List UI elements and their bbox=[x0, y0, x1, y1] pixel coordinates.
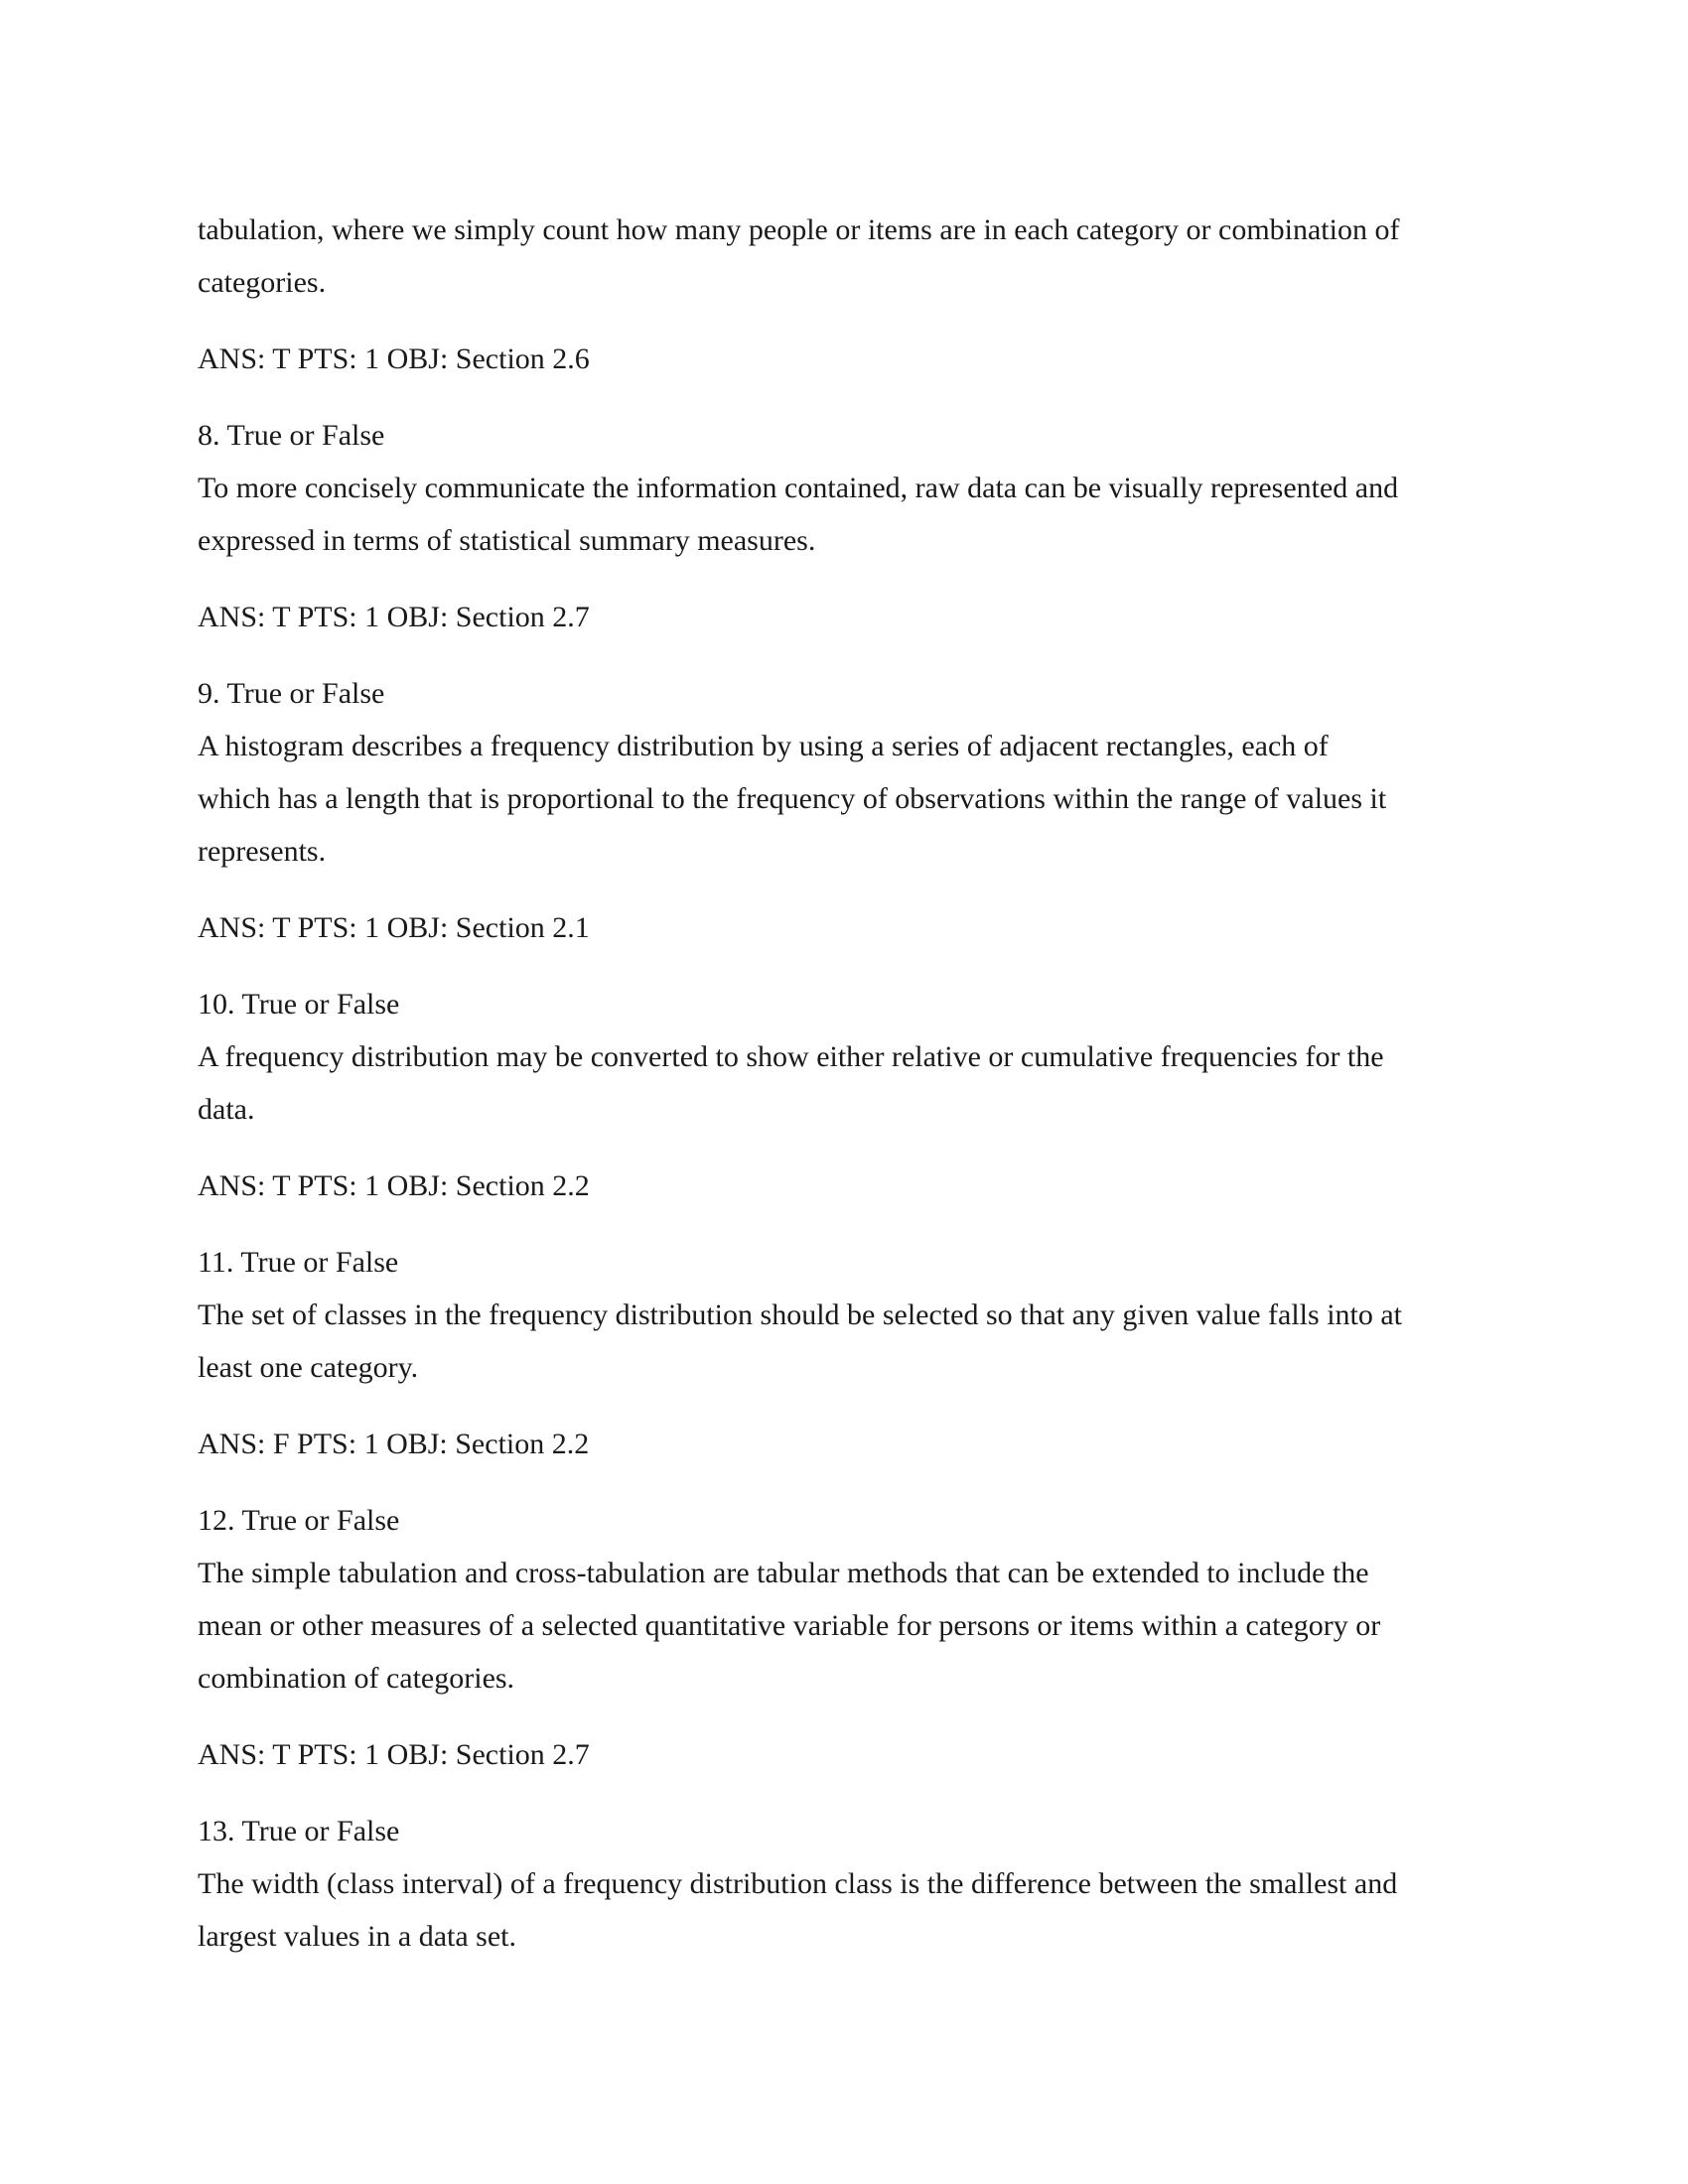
question-text-line: combination of categories. bbox=[198, 1662, 515, 1695]
answer-line: ANS: T PTS: 1 OBJ: Section 2.7 bbox=[198, 1738, 590, 1771]
question-text-line: categories. bbox=[198, 266, 327, 299]
question-text-line: The set of classes in the frequency distribution should be selected so that any given value falls into at bbox=[198, 1298, 1403, 1331]
question-11 bbox=[198, 1236, 1508, 1394]
question-text-line: The width (class interval) of a frequency distribution class is the difference between the smallest and bbox=[198, 1867, 1398, 1900]
document-page bbox=[198, 204, 1508, 1986]
question-text-line: A frequency distribution may be converted to show either relative or cumulative frequencies for the bbox=[198, 1040, 1384, 1073]
question-title: 12. True or False bbox=[198, 1504, 400, 1537]
question-title: 9. True or False bbox=[198, 677, 385, 710]
question-text-line: least one category. bbox=[198, 1351, 419, 1384]
question-text-line: largest values in a data set. bbox=[198, 1920, 517, 1953]
question-text-line: which has a length that is proportional to the frequency of observations within the range of values it bbox=[198, 782, 1387, 815]
question-text-line: represents. bbox=[198, 835, 327, 868]
question-title: 13. True or False bbox=[198, 1815, 400, 1847]
question-text-line: To more concisely communicate the information contained, raw data can be visually represented and bbox=[198, 472, 1399, 504]
question-text-line: data. bbox=[198, 1093, 255, 1126]
question-title: 10. True or False bbox=[198, 988, 400, 1021]
answer-line: ANS: T PTS: 1 OBJ: Section 2.1 bbox=[198, 911, 590, 944]
question-8 bbox=[198, 409, 1508, 567]
question-title: 11. True or False bbox=[198, 1246, 399, 1279]
question-text-line: A histogram describes a frequency distribution by using a series of adjacent rectangles, each of bbox=[198, 730, 1329, 762]
question-text-line: expressed in terms of statistical summary measures. bbox=[198, 524, 816, 557]
question-text-line: mean or other measures of a selected quantitative variable for persons or items within a category or bbox=[198, 1609, 1381, 1642]
answer-line: ANS: F PTS: 1 OBJ: Section 2.2 bbox=[198, 1428, 590, 1460]
question-12 bbox=[198, 1494, 1508, 1705]
question-continuation bbox=[198, 204, 1508, 309]
answer-line: ANS: T PTS: 1 OBJ: Section 2.2 bbox=[198, 1169, 590, 1202]
question-text-line: tabulation, where we simply count how many people or items are in each category or combination of bbox=[198, 213, 1400, 246]
answer-line: ANS: T PTS: 1 OBJ: Section 2.7 bbox=[198, 601, 590, 633]
question-text-line: The simple tabulation and cross-tabulation are tabular methods that can be extended to include the bbox=[198, 1557, 1369, 1589]
question-13 bbox=[198, 1805, 1508, 1963]
question-9 bbox=[198, 667, 1508, 878]
answer-line: ANS: T PTS: 1 OBJ: Section 2.6 bbox=[198, 342, 590, 375]
question-title: 8. True or False bbox=[198, 419, 385, 452]
question-10 bbox=[198, 978, 1508, 1136]
